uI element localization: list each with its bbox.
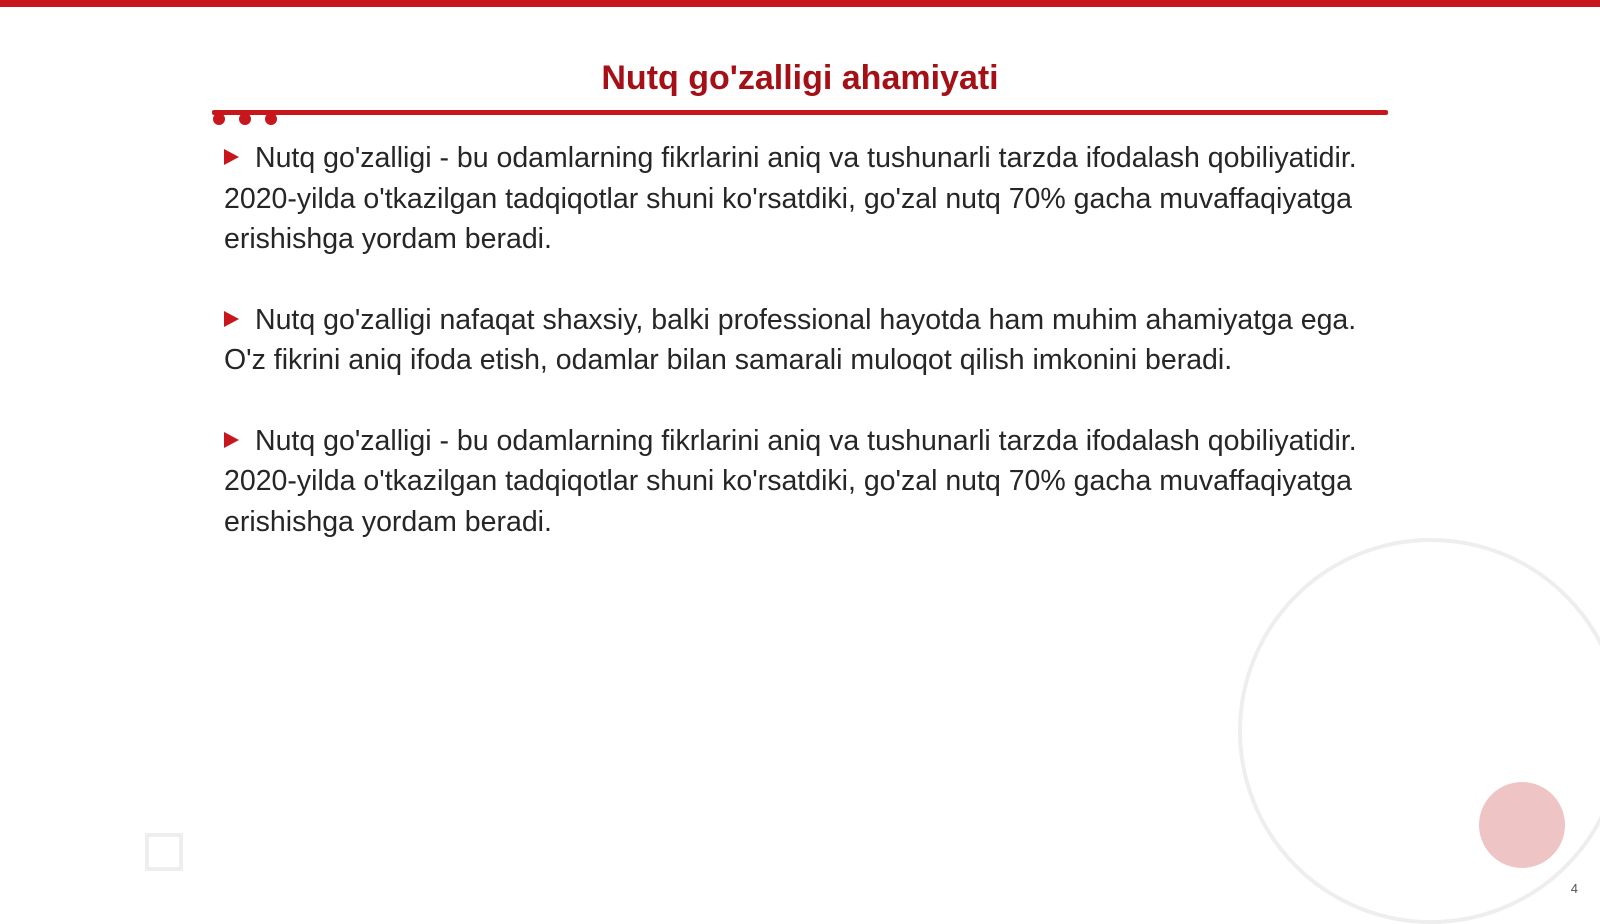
decor-ring: [1238, 538, 1600, 924]
decor-circle: [1479, 782, 1565, 868]
decor-dot: [213, 113, 225, 125]
decor-dot: [265, 113, 277, 125]
bullet-list: [224, 138, 1372, 582]
bullet-text: Nutq go'zalligi - bu odamlarning fikrlarini aniq va tushunarli tarzda ifodalash qobiliyatidir. 2020-yilda o'tkazilgan tadqiqotlar shuni ko'rsatdiki, go'zal nutq 70% gacha muvaffaqiyatga erishishga yordam beradi.: [224, 142, 1357, 255]
bullet-item: [224, 421, 1372, 543]
top-accent-bar: [0, 0, 1600, 7]
triangle-right-icon: [224, 311, 239, 327]
decor-square: [145, 833, 183, 871]
page-number: 4: [1570, 881, 1578, 896]
bullet-item: [224, 300, 1372, 381]
decor-dot: [239, 113, 251, 125]
triangle-right-icon: [224, 149, 239, 165]
bullet-text: Nutq go'zalligi - bu odamlarning fikrlarini aniq va tushunarli tarzda ifodalash qobiliyatidir. 2020-yilda o'tkazilgan tadqiqotlar shuni ko'rsatdiki, go'zal nutq 70% gacha muvaffaqiyatga erishishga yordam beradi.: [224, 424, 1357, 538]
bullet-text: Nutq go'zalligi nafaqat shaxsiy, balki professional hayotda ham muhim ahamiyatga ega. O'z fikrini aniq ifoda etish, odamlar bilan samarali muloqot qilish imkonini beradi.: [224, 303, 1357, 376]
triangle-right-icon: [224, 432, 239, 448]
slide-title: Nutq go'zalligi ahamiyati: [601, 59, 999, 97]
bullet-item: [224, 138, 1372, 260]
title-underline: [212, 110, 1388, 115]
